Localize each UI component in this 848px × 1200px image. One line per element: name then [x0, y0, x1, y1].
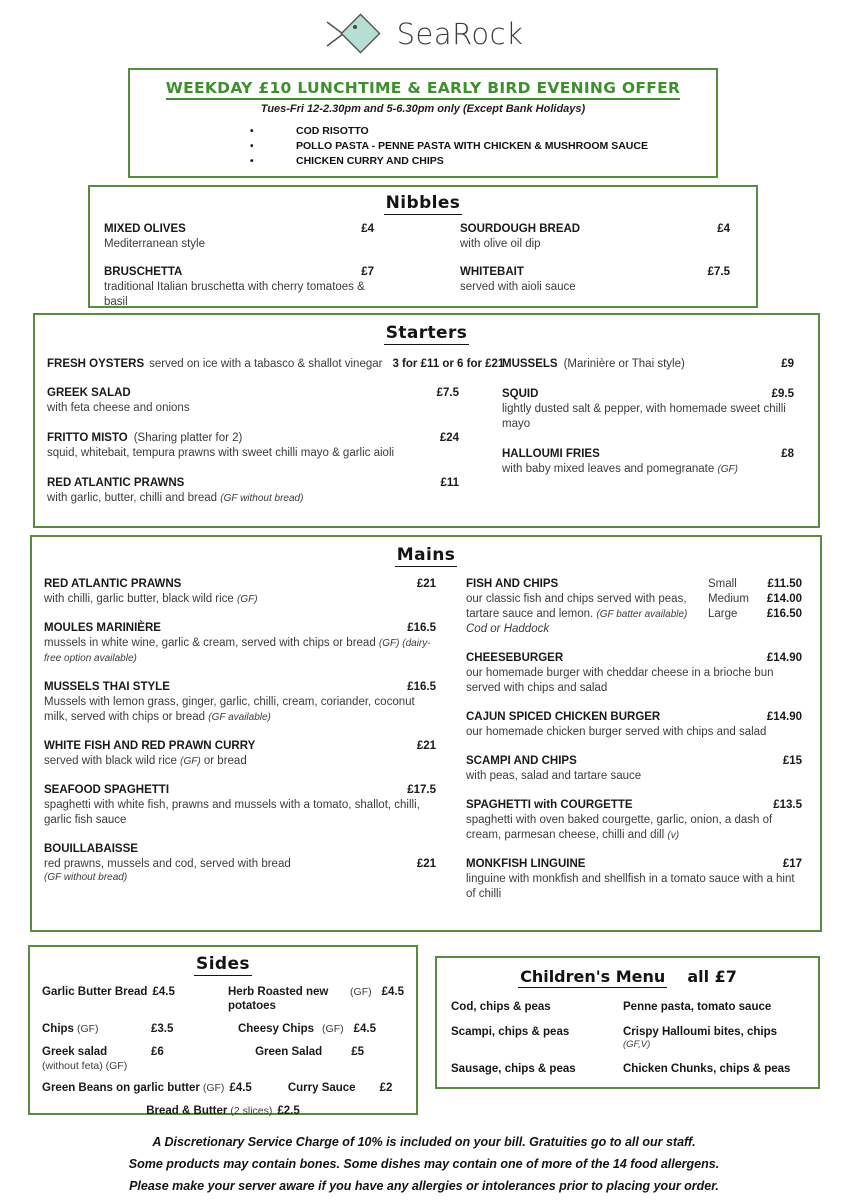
section-title: Children's Menu all £7 — [520, 967, 737, 986]
childrens-menu-price: all £7 — [687, 967, 737, 986]
bullet-dot-icon: • — [250, 141, 254, 152]
item-name: MUSSELS THAI STYLE — [44, 681, 170, 693]
size-price-list — [708, 577, 802, 637]
item-desc: Mussels with lemon grass, ginger, garlic, chilli, cream, coriander, coconut milk, served with chips or bread (GF available) — [44, 696, 415, 723]
mains-left-column — [44, 577, 436, 916]
item-note: (GF) — [180, 756, 201, 767]
menu-item — [104, 265, 374, 310]
starters-section — [33, 313, 820, 528]
item-price: £21 — [416, 740, 436, 752]
side-name: Greek salad — [42, 1046, 108, 1058]
nibbles-right-column — [460, 222, 730, 323]
item-price: £9.5 — [771, 388, 794, 400]
item-name: MOULES MARINIÈRE — [44, 622, 161, 634]
item-name: SPAGHETTI with COURGETTE — [466, 799, 633, 811]
item-price: £21 — [416, 858, 436, 870]
item-desc: our classic fish and chips served with peas, tartare sauce and lemon. (GF batter available) — [466, 593, 688, 620]
offer-item: • COD RISOTTO — [250, 125, 369, 137]
size-label: Small — [708, 578, 737, 590]
item-price: £16.5 — [407, 681, 436, 693]
item-name: MIXED OLIVES — [104, 223, 186, 235]
item-desc: lightly dusted salt & pepper, with homemade sweet chilli mayo — [502, 403, 786, 430]
offer-box — [128, 68, 718, 178]
item-price: £14.90 — [766, 711, 802, 723]
size-price: £11.50 — [767, 578, 802, 590]
side-price: £4.5 — [152, 986, 175, 998]
item-desc: with peas, salad and tartare sauce — [466, 770, 642, 782]
sides-row — [42, 1022, 404, 1036]
sides-row — [42, 985, 404, 1013]
item-desc: with baby mixed leaves and pomegranate (GF) — [502, 463, 738, 475]
child-item: Cod, chips & peas — [451, 1001, 551, 1013]
nibbles-left-column — [104, 222, 374, 323]
item-price: £15 — [782, 755, 802, 767]
starters-grid — [47, 357, 806, 521]
starters-right-column — [502, 357, 794, 521]
mains-section — [30, 535, 822, 932]
item-name: SCAMPI AND CHIPS — [466, 755, 577, 767]
item-price: £14.90 — [766, 652, 802, 664]
side-price: £3.5 — [151, 1023, 174, 1035]
item-desc: our homemade chicken burger served with chips and salad — [466, 726, 767, 738]
menu-item — [502, 387, 794, 432]
footer-line: Please make your server aware if you have any allergies or intolerances prior to placing your order. — [129, 1179, 719, 1193]
side-note: (GF) — [322, 1023, 344, 1035]
side-price: £6 — [151, 1046, 164, 1058]
item-desc: with chilli, garlic butter, black wild rice (GF) — [44, 593, 258, 605]
side-name: Cheesy Chips — [237, 1023, 315, 1035]
item-price: £4 — [717, 223, 730, 235]
item-name: BOUILLABAISSE — [44, 843, 138, 855]
menu-item — [44, 621, 436, 666]
footer-disclaimer — [0, 1131, 848, 1197]
menu-item — [460, 265, 730, 295]
menu-item — [47, 476, 459, 506]
item-price: £7 — [361, 266, 374, 278]
menu-item — [460, 222, 730, 252]
nibbles-section — [88, 185, 758, 308]
side-name: Curry Sauce — [287, 1082, 356, 1094]
item-name: BRUSCHETTA — [104, 266, 183, 278]
item-note: (GF) — [717, 464, 738, 475]
item-name: SOURDOUGH BREAD — [460, 223, 581, 235]
item-note: (v) — [667, 830, 680, 841]
footer-line: A Discretionary Service Charge of 10% is included on your bill. Gratuities go to all our staff. — [152, 1135, 696, 1149]
sides-row — [42, 1045, 404, 1059]
side-name: Green Salad — [255, 1046, 323, 1058]
menu-item — [502, 357, 794, 372]
bullet-dot-icon: • — [250, 156, 254, 167]
menu-item — [502, 447, 794, 477]
section-title: Sides — [196, 954, 250, 974]
child-item: Chicken Chunks, chips & peas — [623, 1063, 791, 1075]
item-name: RED ATLANTIC PRAWNS — [47, 477, 185, 489]
side-name: Herb Roasted new potatoes — [228, 986, 329, 1012]
section-title: Nibbles — [385, 193, 461, 213]
item-note: (GF) (dairy-free option available) — [44, 638, 431, 664]
item-desc: traditional Italian bruschetta with cherry tomatoes & basil — [104, 281, 365, 308]
item-desc: mussels in white wine, garlic & cream, served with chips or bread (GF) (dairy-free option available) — [44, 637, 431, 664]
offer-item: • POLLO PASTA - PENNE PASTA WITH CHICKEN & MUSHROOM SAUCE — [250, 140, 648, 152]
offer-subtitle: Tues-Fri 12-2.30pm and 5-6.30pm only (Except Bank Holidays) — [260, 103, 586, 115]
menu-item — [47, 431, 459, 461]
starters-left-column — [47, 357, 505, 521]
item-name: GREEK SALAD — [47, 387, 131, 399]
item-name: SEAFOOD SPAGHETTI — [44, 784, 170, 796]
item-desc: with garlic, butter, chilli and bread (GF without bread) — [47, 492, 304, 504]
children-grid — [451, 1001, 804, 1075]
child-item: Sausage, chips & peas — [451, 1063, 576, 1075]
bullet-dot-icon: • — [250, 126, 254, 137]
side-name: Chips — [42, 1023, 74, 1035]
size-row — [708, 577, 802, 592]
item-name: FISH AND CHIPS — [466, 578, 559, 590]
size-price: £16.50 — [766, 608, 802, 620]
side-note: (GF) — [350, 986, 372, 998]
side-price: £2 — [379, 1082, 393, 1094]
menu-item — [44, 680, 436, 725]
item-desc: served on ice with a tabasco & shallot vinegar — [149, 358, 383, 370]
item-name: MUSSELS — [502, 358, 558, 370]
side-note: (2 slices) — [230, 1105, 273, 1117]
item-name: WHITE FISH AND RED PRAWN CURRY — [44, 740, 256, 752]
menu-item — [47, 386, 459, 416]
menu-item — [104, 222, 374, 252]
menu-item — [466, 857, 802, 902]
item-name: MONKFISH LINGUINE — [466, 858, 586, 870]
item-name: CAJUN SPICED CHICKEN BURGER — [466, 711, 661, 723]
mains-right-column — [466, 577, 802, 916]
menu-item — [466, 577, 802, 637]
item-desc: served with black wild rice (GF) or bread — [44, 755, 247, 767]
item-price: £4 — [361, 223, 374, 235]
item-note: (GF,V) — [623, 1039, 651, 1050]
side-name: Garlic Butter Bread — [42, 986, 148, 998]
child-item: Crispy Halloumi bites, chips (GF,V) — [623, 1026, 778, 1050]
item-desc: with feta cheese and onions — [47, 402, 190, 414]
logo-text: SeaRock — [396, 17, 524, 51]
section-title: Mains — [396, 545, 456, 565]
item-name: CHEESEBURGER — [466, 652, 564, 664]
item-price: £7.5 — [707, 266, 730, 278]
side-price: £4.5 — [381, 986, 404, 998]
child-item: Penne pasta, tomato sauce — [623, 1001, 772, 1013]
item-name: SQUID — [502, 388, 539, 400]
item-name-note: (Marinière or Thai style) — [563, 358, 685, 370]
side-note: (GF) — [202, 1082, 225, 1094]
item-desc: Mediterranean style — [104, 238, 205, 250]
menu-item — [466, 754, 802, 784]
item-desc: our homemade burger with cheddar cheese in a brioche bun served with chips and salad — [466, 667, 774, 694]
item-name: FRESH OYSTERS — [47, 358, 145, 370]
side-price: £2.5 — [277, 1105, 300, 1117]
menu-item — [466, 798, 802, 843]
nibbles-grid — [104, 222, 742, 323]
item-name: HALLOUMI FRIES — [502, 448, 600, 460]
offer-list — [250, 124, 716, 169]
item-price: £16.5 — [407, 622, 436, 634]
size-price: £14.00 — [766, 593, 802, 605]
item-desc: served with aioli sauce — [460, 281, 576, 293]
item-note: (GF available) — [208, 712, 271, 723]
menu-item — [44, 783, 436, 828]
footer-line: Some products may contain bones. Some dishes may contain one of more of the 14 food allergens. — [128, 1157, 720, 1171]
fish-and-chips-block — [466, 577, 802, 637]
side-name: Bread & Butter — [146, 1105, 228, 1117]
side-price: £4.5 — [353, 1023, 376, 1035]
size-label: Medium — [708, 593, 749, 605]
size-label: Large — [708, 608, 738, 620]
side-name: Green Beans on garlic butter — [42, 1082, 200, 1094]
item-name: FRITTO MISTO — [47, 432, 128, 444]
item-name: WHITEBAIT — [460, 266, 524, 278]
item-price: £8 — [781, 448, 794, 460]
size-row — [708, 592, 802, 607]
item-note: (GF) — [237, 594, 258, 605]
side-note: (GF) — [76, 1023, 99, 1035]
childrens-menu-section — [435, 956, 820, 1089]
item-price: £17 — [782, 858, 802, 870]
side-subnote: (without feta) (GF) — [42, 1060, 128, 1072]
item-price: £21 — [416, 578, 436, 590]
sides-section — [28, 945, 418, 1115]
menu-item — [44, 739, 436, 769]
item-price: 3 for £11 or 6 for £21 — [392, 358, 505, 370]
item-price: £24 — [439, 432, 459, 444]
item-desc: linguine with monkfish and shellfish in a tomato sauce with a hint of chilli — [466, 873, 795, 900]
mains-grid — [44, 577, 808, 916]
item-price: £13.5 — [773, 799, 802, 811]
offer-item: • CHICKEN CURRY AND CHIPS — [250, 155, 444, 167]
item-desc: red prawns, mussels and cod, served with bread — [44, 858, 291, 870]
menu-item — [47, 357, 505, 372]
side-price: £4.5 — [229, 1082, 252, 1094]
item-desc: spaghetti with white fish, prawns and mussels with a tomato, shallot, chilli, garlic fish sauce — [44, 799, 420, 826]
item-desc: spaghetti with oven baked courgette, garlic, onion, a dash of cream, parmesan cheese, chilli and dill (v) — [466, 814, 773, 841]
child-item: Scampi, chips & peas — [451, 1026, 570, 1038]
item-price: £9 — [781, 358, 794, 370]
side-price: £5 — [351, 1046, 364, 1058]
logo — [0, 12, 848, 56]
item-price: £17.5 — [407, 784, 436, 796]
sides-row — [42, 1104, 404, 1118]
menu-item — [44, 577, 436, 607]
menu-item — [44, 842, 436, 883]
item-price: £7.5 — [436, 387, 459, 399]
item-note: (GF without bread) — [44, 872, 128, 883]
item-price: £11 — [440, 477, 459, 489]
sides-row — [42, 1081, 404, 1095]
item-note: (GF batter available) — [596, 609, 688, 620]
item-desc: squid, whitebait, tempura prawns with sweet chilli mayo & garlic aioli — [47, 447, 395, 459]
item-name-note: (Sharing platter for 2) — [133, 432, 243, 444]
section-title: Starters — [385, 323, 468, 343]
size-row — [708, 607, 802, 622]
item-name: RED ATLANTIC PRAWNS — [44, 578, 182, 590]
menu-item — [466, 710, 802, 740]
item-note: (GF without bread) — [220, 493, 304, 504]
offer-title: WEEKDAY £10 LUNCHTIME & EARLY BIRD EVENING OFFER — [130, 79, 716, 100]
item-variant: Cod or Haddock — [466, 623, 550, 635]
menu-item — [466, 651, 802, 696]
item-desc: with olive oil dip — [460, 238, 541, 250]
fish-diamond-icon — [325, 12, 387, 56]
